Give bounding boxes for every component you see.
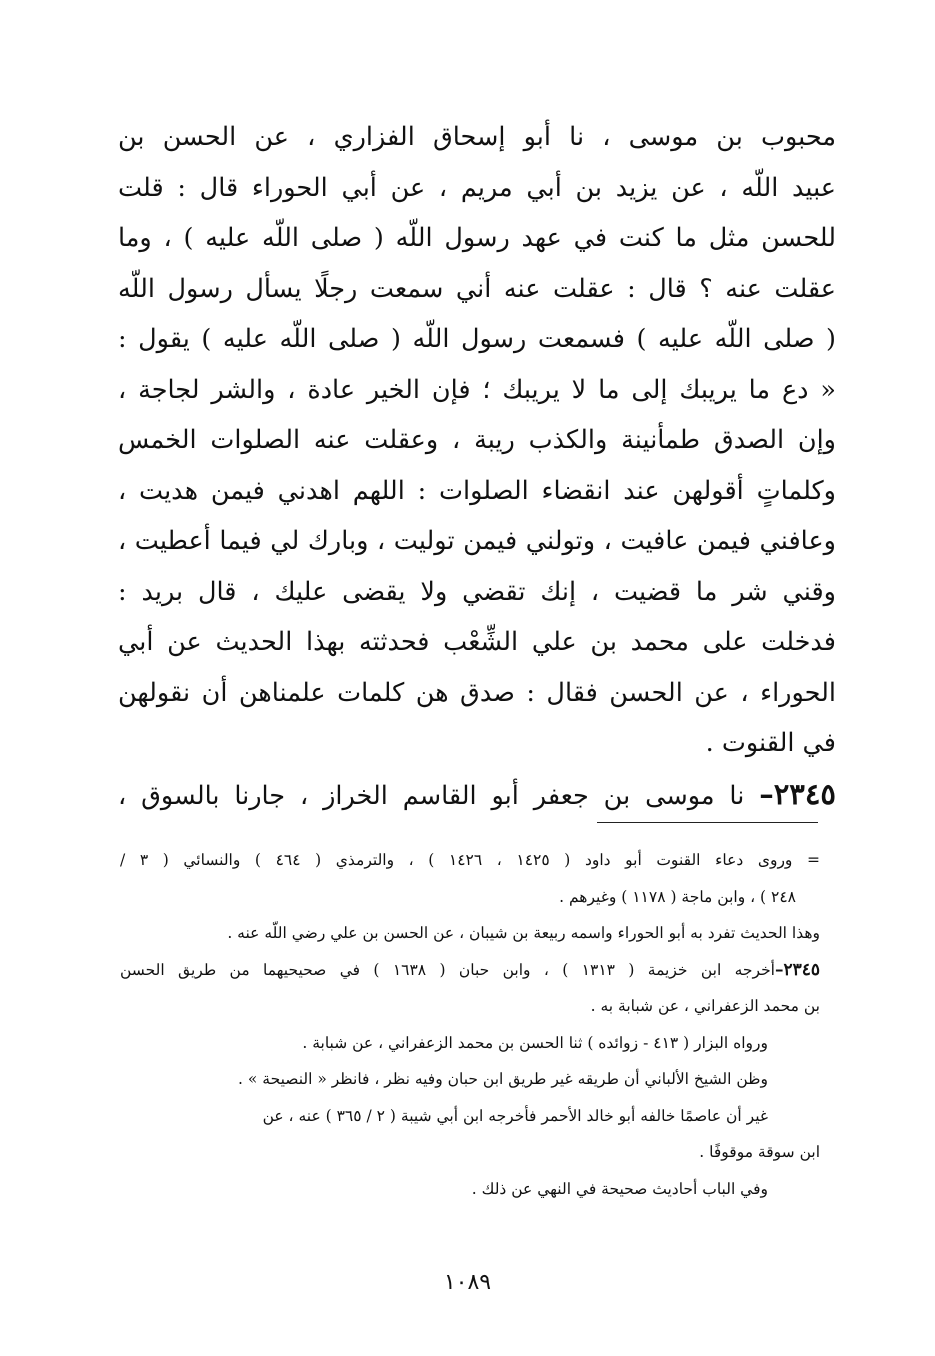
footnote-line: ٢٣٤٥–أخرجه ابن خزيمة ( ١٣١٣ ) ، وابن حبان ( ١٦٣٨ ) في صحيحيهما من طريق الحسن [120,959,820,980]
main-text-line: في القنوت . [705,728,836,758]
main-text-line: « دع ما يريبك إلى ما لا يريبك ؛ فإن الخير عادة ، والشر لجاجة ، [118,374,836,405]
main-text-line: وكلماتٍ أقولهن عند انقضاء الصلوات : اللهم اهدني فيمن هديت ، [118,475,836,506]
footnote-line: = وروى دعاء القنوت أبو داود ( ١٤٢٥ ، ١٤٢٦ ) ، والترمذي ( ٤٦٤ ) والنسائي ( ٣ / [120,851,821,869]
continuation-mark: = [807,851,821,869]
main-text-line: الحوراء ، عن الحسن فقال : صدق هن كلمات علمناهن أن نقولهن [118,677,836,708]
hadith-number: ٢٣٤٥– [759,776,837,811]
main-text-line: للحسن مثل ما كنت في عهد رسول اللّه ( صلى اللّه عليه ) ، وما [118,223,836,253]
main-text-line: عبيد اللّه ، عن يزيد بن أبي مريم ، عن أبي الحوراء قال : قلت [118,172,836,203]
hadith-2345-line [118,769,836,820]
footnote-line: ورواه البزار ( ٤١٣ - زوائده ) ثنا الحسن بن محمد الزعفراني ، عن شبابة . [302,1033,768,1052]
main-text-line: وقني شر ما قضيت ، إنك تقضي ولا يقضى عليك ، قال بريد : [118,576,836,607]
footnote-number: ٢٣٤٥– [774,959,820,980]
main-text-line: وإن الصدق طمأنينة والكذب ريبة ، وعقلت عنه الصلوات الخمس [118,425,836,455]
main-text-line: محبوب بن موسى ، نا أبو إسحاق الفزاري ، عن الحسن بن [118,122,836,152]
footnote-line: وظن الشيخ الألباني أن طريقه غير طريق ابن حبان وفيه نظر ، فانظر « النصيحة » . [238,1070,768,1088]
footnote-line: ابن سوقة موقوفًا . [699,1143,820,1161]
footnote-line: بن محمد الزعفراني ، عن شبابة به . [590,997,820,1015]
main-text-line: وعافني فيمن عافيت ، وتولني فيمن توليت ، وبارك لي فيما أعطيت ، [118,526,836,556]
footnote-line: غير أن عاصمًا خالفه أبو خالد الأحمر فأخرجه ابن أبي شيبة ( ٢ / ٣٦٥ ) عنه ، عن [262,1106,768,1125]
page-number: ١٠٨٩ [443,1270,492,1295]
footnotes-block [120,842,820,1207]
footnote-line: وفي الباب أحاديث صحيحة في النهي عن ذلك . [471,1179,768,1198]
footnote-line: وهذا الحديث تفرد به أبو الحوراء واسمه ربيعة بن شيبان ، عن الحسن بن علي رضي اللّه عنه . [227,924,820,942]
main-text-line: عقلت عنه ؟ قال : عقلت عنه أني سمعت رجلًا يسأل رسول اللّه [118,273,836,304]
footnote-line: ٢٤٨ ) ، وابن ماجة ( ١١٧٨ ) وغيرهم . [559,887,796,906]
hadith-2345-text: نا موسى بن جعفر أبو القاسم الخراز ، جارنا بالسوق ، [118,780,745,811]
main-text-line: ( صلى اللّه عليه ) فسمعت رسول اللّه ( صلى اللّه عليه ) يقول : [118,324,836,354]
main-text-block [118,112,836,819]
footnote-separator [597,822,818,823]
main-text-line: فدخلت على محمد بن علي الشِّعْب فحدثته بهذا الحديث عن أبي [118,627,836,657]
